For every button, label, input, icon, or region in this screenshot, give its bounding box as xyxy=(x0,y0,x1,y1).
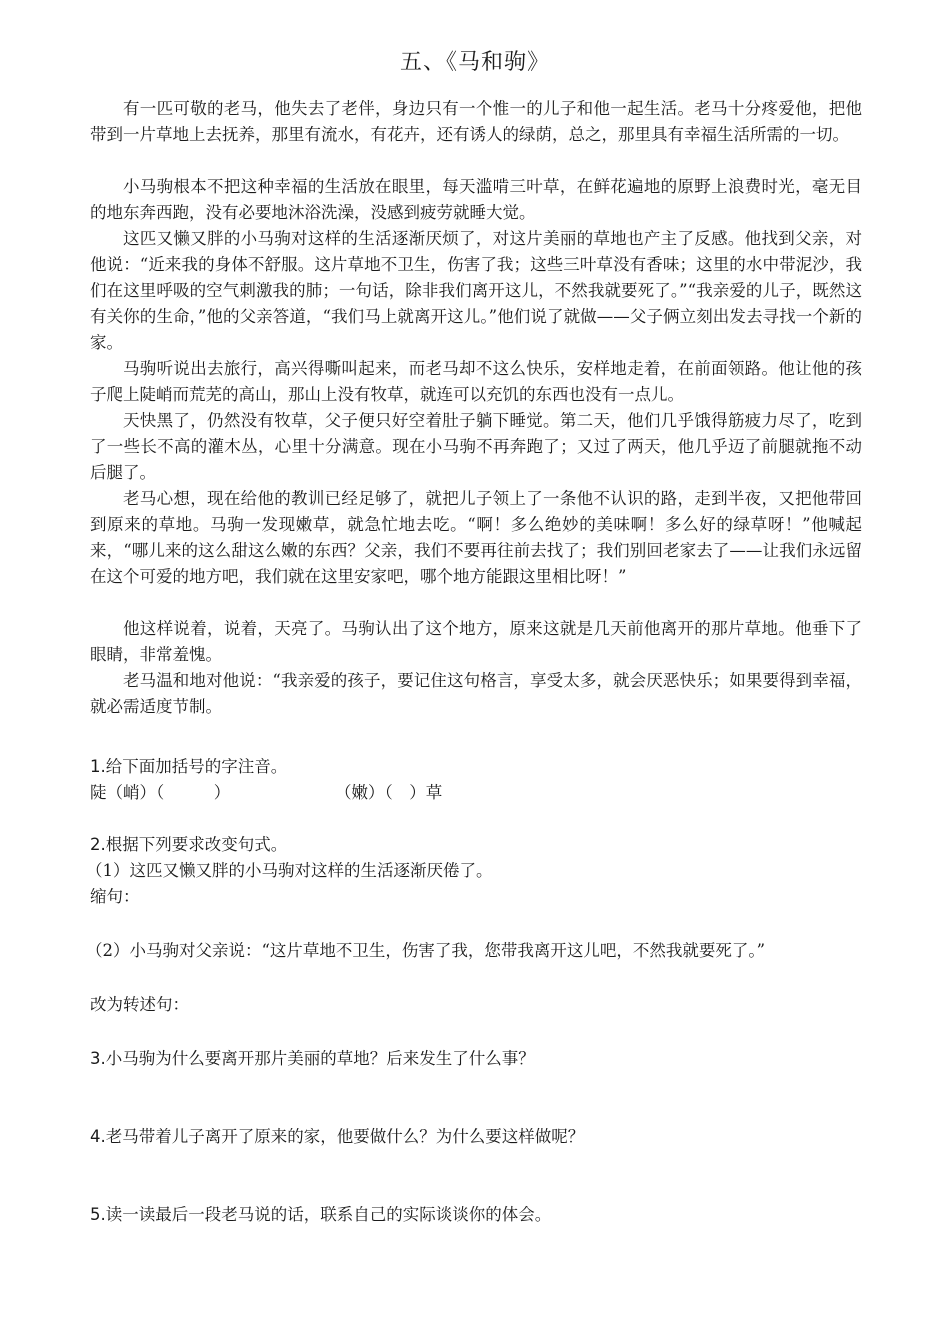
story-paragraph-5: 天快黑了，仍然没有牧草，父子便只好空着肚子躺下睡觉。第二天，他们几乎饿得筋疲力尽了，吃到了一些长不高的灌木丛，心里十分满意。现在小马驹不再奔跑了；又过了两天，他几乎迈了前腿就拖不动后腿了。 xyxy=(90,411,862,482)
question-2-sub1: （1）这匹又懒又胖的小马驹对这样的生活逐渐厌倦了。 xyxy=(86,861,493,880)
page-title: 五、《马和驹》 xyxy=(399,50,550,75)
question-1-prompt: 1.给下面加括号的字注音。 xyxy=(90,757,288,776)
question-1-item-b: （嫩）（ ）草 xyxy=(335,783,443,802)
question-1-item-a: 陡（峭）（ ） xyxy=(90,783,231,802)
question-4: 4.老马带着儿子离开了原来的家，他要做什么？为什么要这样做呢？ xyxy=(90,1127,585,1146)
question-2-sub2: （2）小马驹对父亲说：“这片草地不卫生，伤害了我，您带我离开这儿吧，不然我就要死了。” xyxy=(86,941,766,960)
story-paragraph-1: 有一匹可敬的老马，他失去了老伴，身边只有一个惟一的儿子和他一起生活。老马十分疼爱他，把他带到一片草地上去抚养，那里有流水，有花卉，还有诱人的绿荫，总之，那里具有幸福生活所需的一切。 xyxy=(90,99,862,144)
question-2-sub1-task: 缩句： xyxy=(90,887,140,906)
story-paragraph-7: 他这样说着，说着，天亮了。马驹认出了这个地方，原来这就是几天前他离开的那片草地。他垂下了眼睛，非常羞愧。 xyxy=(90,619,862,664)
question-2-sub2-task: 改为转述句： xyxy=(90,995,189,1014)
story-paragraph-6: 老马心想，现在给他的教训已经足够了，就把儿子领上了一条他不认识的路，走到半夜，又把他带回到原来的草地。马驹一发现嫩草，就急忙地去吃。“啊！多么绝妙的美味啊！多么好的绿草呀！”他喊起来，“哪儿来的这么甜这么嫩的东西？父亲，我们不要再往前去找了；我们别回老家去了——让我们永远留在这个可爱的地方吧，我们就在这里安家吧，哪个地方能跟这里相比呀！” xyxy=(90,489,862,586)
story-paragraph-2: 小马驹根本不把这种幸福的生活放在眼里，每天滥啃三叶草，在鲜花遍地的原野上浪费时光，毫无目的地东奔西跑，没有必要地沐浴洗澡，没感到疲劳就睡大觉。 xyxy=(90,177,862,222)
story-paragraph-3: 这匹又懒又胖的小马驹对这样的生活逐渐厌烦了，对这片美丽的草地也产主了反感。他找到父亲，对他说：“近来我的身体不舒服。这片草地不卫生，伤害了我；这些三叶草没有香味；这里的水中带泥沙，我们在这里呼吸的空气刺激我的肺；一句话，除非我们离开这儿，不然我就要死了。”“我亲爱的儿子，既然这有关你的生命，”他的父亲答道，“我们马上就离开这儿。”他们说了就做——父子俩立刻出发去寻找一个新的家。 xyxy=(90,229,862,352)
question-5: 5.读一读最后一段老马说的话，联系自己的实际谈谈你的体会。 xyxy=(90,1205,552,1224)
question-2-prompt: 2.根据下列要求改变句式。 xyxy=(90,835,288,854)
story-paragraph-8: 老马温和地对他说：“我亲爱的孩子，要记住这句格言，享受太多，就会厌恶快乐；如果要得到幸福，就必需适度节制。 xyxy=(90,671,862,716)
question-3: 3.小马驹为什么要离开那片美丽的草地？后来发生了什么事？ xyxy=(90,1049,535,1068)
story-paragraph-4: 马驹听说出去旅行，高兴得嘶叫起来，而老马却不这么快乐，安样地走着，在前面领路。他让他的孩子爬上陡峭而荒芜的高山，那山上没有牧草，就连可以充饥的东西也没有一点儿。 xyxy=(90,359,862,404)
